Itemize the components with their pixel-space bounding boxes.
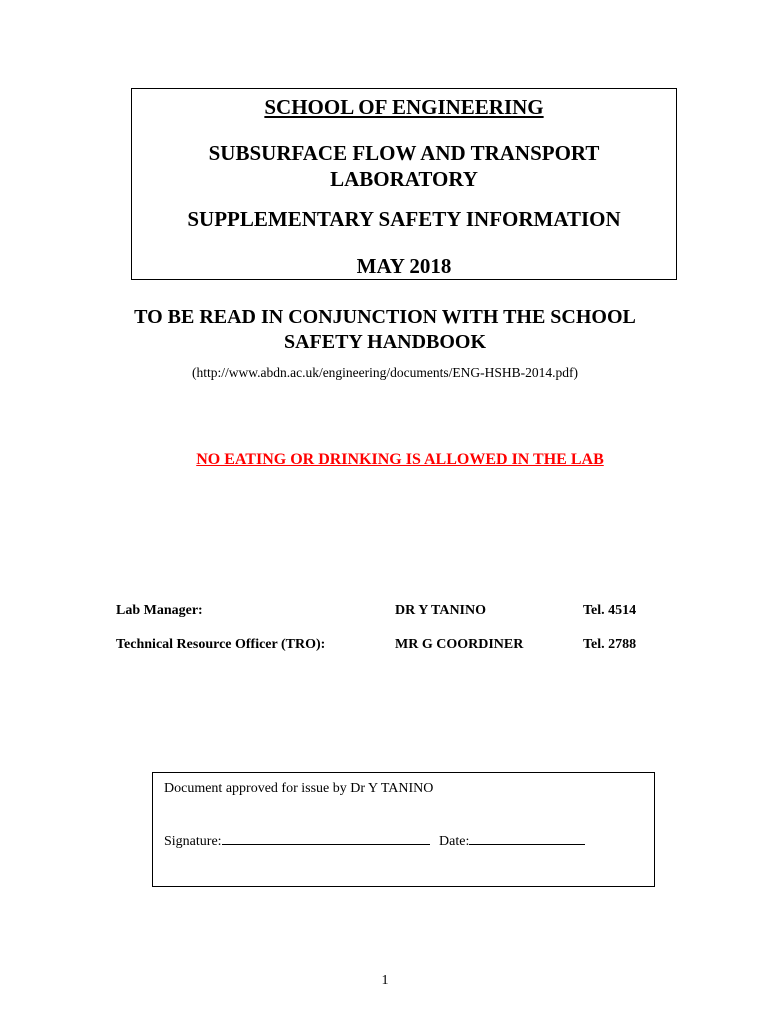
signature-line[interactable] [222,831,430,845]
date-line[interactable] [469,831,585,845]
approval-box [152,772,655,887]
page-number: 1 [381,973,389,988]
contact-role: Lab Manager: [116,603,203,618]
date-label: Date: [439,834,470,849]
conjunction-line2: SAFETY HANDBOOK [283,331,487,353]
no-eating-warning: NO EATING OR DRINKING IS ALLOWED IN THE LAB [196,451,604,468]
contact-name: DR Y TANINO [395,603,487,618]
lab-name-line2: LABORATORY [330,167,478,191]
conjunction-notice [100,305,670,355]
contact-tel: Tel. 2788 [583,637,637,652]
school-heading: SCHOOL OF ENGINEERING [264,95,544,119]
document-title: SUPPLEMENTARY SAFETY INFORMATION [187,207,621,231]
contact-role: Technical Resource Officer (TRO): [116,637,326,652]
handbook-url: (http://www.abdn.ac.uk/engineering/documents/ENG-HSHB-2014.pdf) [191,365,579,380]
document-date: MAY 2018 [356,254,452,278]
approval-statement: Document approved for issue by Dr Y TANINO [164,781,434,796]
conjunction-line1: TO BE READ IN CONJUNCTION WITH THE SCHOOL [134,306,636,328]
signature-label: Signature: [164,834,222,849]
contact-name: MR G COORDINER [395,637,524,652]
lab-name [132,140,676,192]
title-box [131,88,677,280]
contact-tel: Tel. 4514 [583,603,637,618]
lab-name-line1: SUBSURFACE FLOW AND TRANSPORT [208,141,600,165]
signature-row [164,831,585,850]
